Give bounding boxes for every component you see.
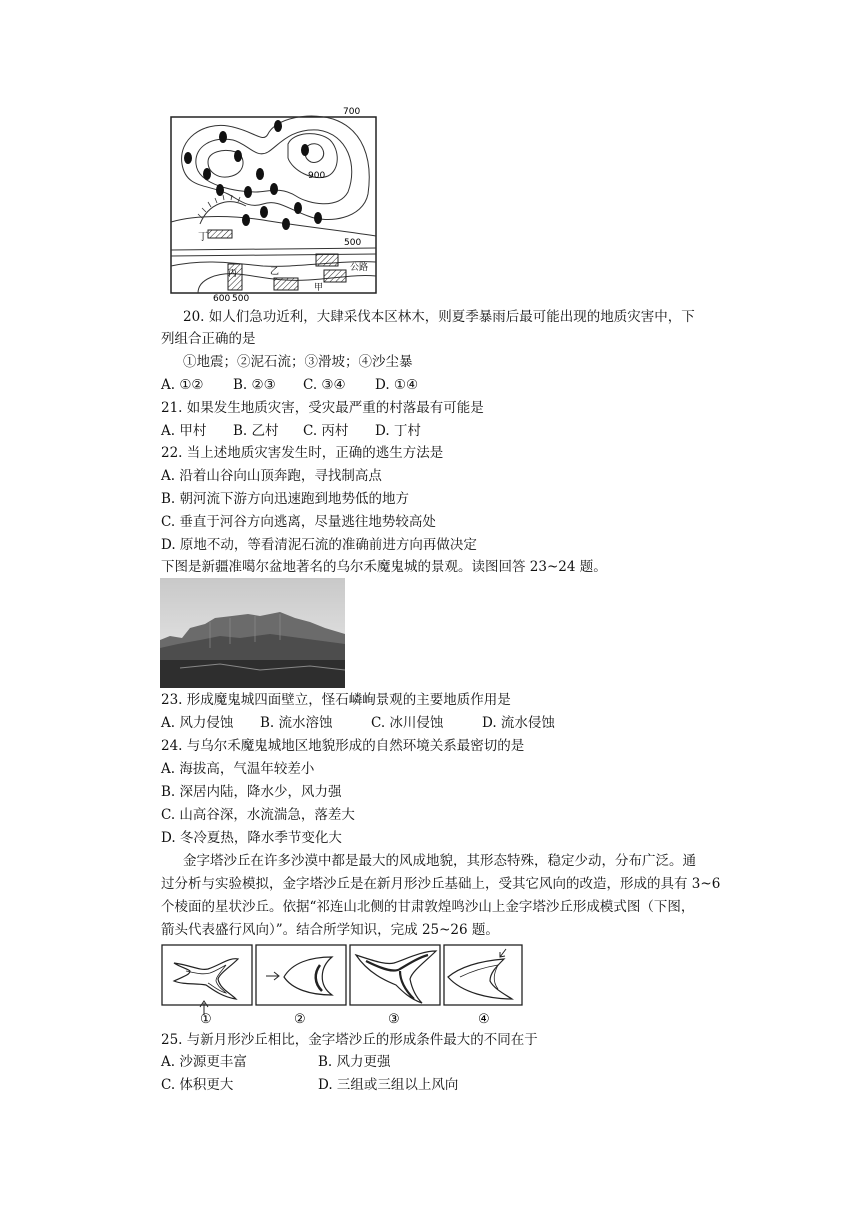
q21-option-c[interactable]: C. 丙村 (303, 423, 349, 439)
q20-option-a[interactable]: A. ①② (161, 377, 204, 393)
q20-option-d[interactable]: D. ①④ (375, 377, 419, 393)
dune-label-4: ④ (478, 1012, 490, 1027)
q21-option-d[interactable]: D. 丁村 (375, 423, 421, 439)
contour-map (168, 104, 382, 302)
q23-option-a[interactable]: A. 风力侵蚀 (161, 715, 234, 731)
q22-option-a[interactable]: A. 沿着山谷向山顶奔跑，寻找制高点 (161, 468, 382, 484)
q22-option-c[interactable]: C. 垂直于河谷方向逃离，尽量逃往地势较高处 (161, 514, 436, 530)
contour-label-500: 500 (344, 238, 362, 248)
q25-option-b[interactable]: B. 风力更强 (318, 1054, 391, 1070)
contour-label-500b: 500 (232, 294, 250, 302)
village-yi: 乙 (270, 267, 280, 277)
village-ding: 丁 (198, 232, 208, 243)
q24-option-c[interactable]: C. 山高谷深，水流湍急，落差大 (161, 807, 355, 823)
q22-stem: 22. 当上述地质灾害发生时，正确的逃生方法是 (161, 445, 444, 461)
q24-stem: 24. 与乌尔禾魔鬼城地区地貌形成的自然环境关系最密切的是 (161, 738, 525, 754)
q24-option-d[interactable]: D. 冬冷夏热，降水季节变化大 (161, 830, 342, 846)
q20-options (161, 375, 418, 395)
road-label: 公路 (350, 263, 369, 273)
intro-25-line-2: 过分析与实验模拟，金字塔沙丘是在新月形沙丘基础上，受其它风向的改造，形成的具有 3~6 (161, 876, 721, 892)
q23-option-b[interactable]: B. 流水溶蚀 (260, 715, 333, 731)
q25-option-c[interactable]: C. 体积更大 (161, 1077, 234, 1093)
q21-option-b[interactable]: B. 乙村 (233, 423, 279, 439)
contour-label-900: 900 (308, 171, 326, 181)
intro-23-24: 下图是新疆准噶尔盆地著名的乌尔禾魔鬼城的景观。读图回答 23~24 题。 (161, 559, 607, 575)
q25-option-a[interactable]: A. 沙源更丰富 (161, 1054, 247, 1070)
q25-option-d[interactable]: D. 三组或三组以上风向 (318, 1077, 459, 1093)
q25-options-row-2 (161, 1075, 458, 1095)
dune-label-3: ③ (388, 1012, 400, 1027)
q21-option-a[interactable]: A. 甲村 (161, 423, 207, 439)
q20-items: ①地震；②泥石流；③滑坡；④沙尘暴 (183, 354, 413, 370)
dune-label-2: ② (294, 1012, 306, 1027)
q24-option-b[interactable]: B. 深居内陆，降水少，风力强 (161, 784, 342, 800)
dune-diagram (160, 943, 525, 1027)
q25-options-row-1 (161, 1052, 391, 1072)
q21-stem: 21. 如果发生地质灾害，受灾最严重的村落最有可能是 (161, 400, 484, 416)
intro-25-line-3: 个棱面的星状沙丘。依据“祁连山北侧的甘肃敦煌鸣沙山上金字塔沙丘形成模式图（下图， (161, 899, 695, 915)
q23-stem: 23. 形成魔鬼城四面壁立，怪石嶙峋景观的主要地质作用是 (161, 692, 511, 708)
dune-label-1: ① (200, 1012, 212, 1027)
village-jia: 甲 (314, 283, 324, 293)
contour-label-700: 700 (343, 107, 361, 117)
q20-stem-2: 列组合正确的是 (161, 331, 256, 347)
q20-stem-1: 20. 如人们急功近利，大肆采伐本区林木，则夏季暴雨后最可能出现的地质灾害中，下 (183, 309, 695, 325)
q25-stem: 25. 与新月形沙丘相比，金字塔沙丘的形成条件最大的不同在于 (161, 1032, 538, 1048)
demon-city-photo (160, 578, 345, 688)
intro-25-line-1: 金字塔沙丘在许多沙漠中都是最大的风成地貌，其形态特殊，稳定少动，分布广泛。通 (183, 853, 696, 869)
q20-option-b[interactable]: B. ②③ (233, 377, 276, 393)
q20-option-c[interactable]: C. ③④ (303, 377, 346, 393)
q21-options (161, 421, 421, 441)
q23-options (161, 713, 555, 733)
q22-option-d[interactable]: D. 原地不动，等看清泥石流的准确前进方向再做决定 (161, 537, 477, 553)
intro-25-line-4: 箭头代表盛行风向）”。结合所学知识，完成 25~26 题。 (161, 922, 499, 938)
q23-option-c[interactable]: C. 冰川侵蚀 (371, 715, 444, 731)
q24-option-a[interactable]: A. 海拔高，气温年较差小 (161, 761, 315, 777)
q22-option-b[interactable]: B. 朝河流下游方向迅速跑到地势低的地方 (161, 491, 410, 507)
contour-label-600: 600 (213, 294, 231, 302)
village-bing: 丙 (228, 269, 238, 279)
q23-option-d[interactable]: D. 流水侵蚀 (482, 715, 555, 731)
